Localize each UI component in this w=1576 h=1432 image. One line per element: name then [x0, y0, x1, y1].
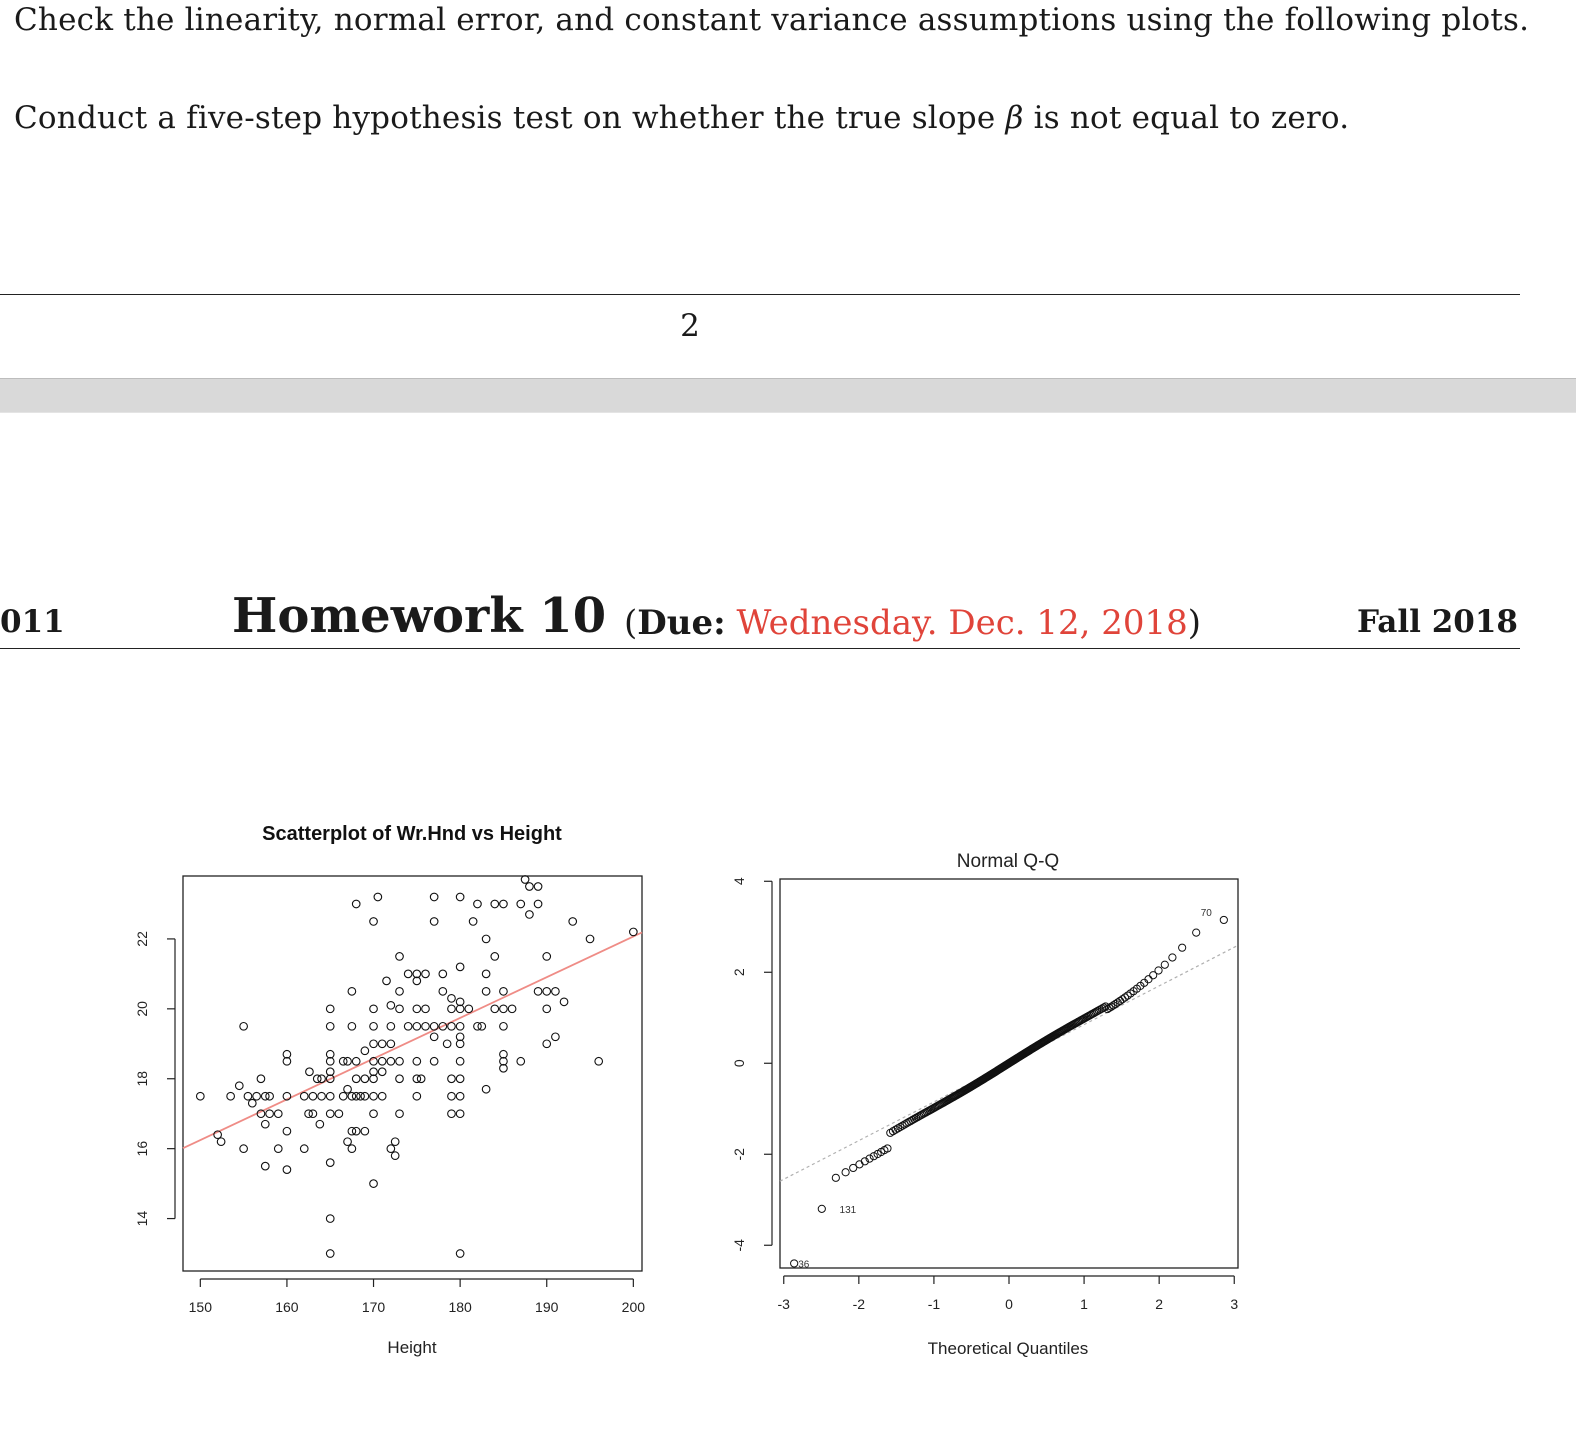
scatter-point — [482, 988, 490, 996]
qq-point — [832, 1174, 839, 1181]
scatter-point — [422, 970, 430, 978]
scatter-point — [283, 1166, 291, 1174]
scatter-point — [344, 1085, 352, 1093]
scatter-point — [456, 1057, 464, 1065]
scatter-point — [361, 1127, 369, 1135]
due-line — [624, 603, 1201, 643]
scatter-point — [456, 1250, 464, 1258]
qq-point — [818, 1205, 825, 1212]
scatter-point — [482, 970, 490, 978]
scatter-point — [378, 1092, 386, 1100]
scatter-point — [266, 1110, 274, 1118]
scatter-point — [240, 1023, 248, 1031]
scatter-point — [456, 1092, 464, 1100]
scatter-point — [448, 995, 456, 1003]
scatter-point — [526, 883, 534, 891]
scatterplot-x-tick-label: 150 — [188, 1299, 213, 1315]
due-label: Due: — [637, 603, 726, 643]
scatter-point — [404, 970, 412, 978]
scatter-point — [396, 953, 404, 961]
scatter-point — [552, 1033, 560, 1041]
qq-y-tick-label: -4 — [731, 1239, 747, 1252]
header-rule — [0, 648, 1520, 649]
scatter-point — [370, 918, 378, 926]
scatter-point — [430, 1033, 438, 1041]
scatter-point — [352, 1057, 360, 1065]
qq-x-tick-label: 3 — [1230, 1296, 1239, 1312]
scatter-point — [456, 1075, 464, 1083]
qq-y-tick-label: 0 — [731, 1059, 747, 1068]
scatter-point — [391, 1138, 399, 1146]
scatterplot-y-tick-label: 20 — [134, 1001, 150, 1017]
scatter-point — [448, 1092, 456, 1100]
scatter-point — [352, 1075, 360, 1083]
qq-x-tick-label: -3 — [777, 1296, 790, 1312]
due-close-paren: ) — [1187, 603, 1202, 643]
scatter-point — [586, 935, 594, 943]
scatter-point — [374, 893, 382, 901]
qq-point-label: 36 — [798, 1259, 810, 1271]
scatter-point — [630, 928, 638, 936]
scatter-point — [543, 1040, 551, 1048]
scatter-point — [396, 1075, 404, 1083]
qq-y-tick-label: 4 — [731, 877, 747, 886]
scatter-point — [413, 1057, 421, 1065]
scatter-point — [391, 1152, 399, 1160]
scatter-point — [387, 1040, 395, 1048]
scatter-point — [387, 1023, 395, 1031]
scatter-point — [448, 1023, 456, 1031]
scatter-point — [469, 918, 477, 926]
scatter-point — [217, 1138, 225, 1146]
qq-point — [1193, 929, 1200, 936]
scatter-point — [316, 1120, 324, 1128]
qq-x-tick-label: 2 — [1155, 1296, 1164, 1312]
scatterplot-x-axis — [189, 1279, 646, 1315]
scatter-point — [318, 1092, 326, 1100]
qq-plot-chart — [696, 851, 1238, 1432]
scatter-point — [309, 1092, 317, 1100]
scatter-point — [456, 1110, 464, 1118]
scatterplot-x-tick-label: 170 — [361, 1299, 386, 1315]
scatter-point — [326, 1092, 334, 1100]
scatter-point — [500, 988, 508, 996]
scatter-point — [491, 1005, 499, 1013]
qq-point — [1161, 961, 1168, 968]
qq-x-tick-label: -2 — [852, 1296, 866, 1312]
scatterplot-title: Scatterplot of Wr.Hnd vs Height — [262, 823, 562, 845]
due-open-paren: ( — [624, 603, 638, 643]
scatter-point — [244, 1092, 252, 1100]
scatterplot-points — [197, 876, 638, 1258]
scatter-point — [474, 900, 482, 908]
scatterplot-y-tick-label: 18 — [134, 1070, 150, 1087]
scatter-point — [197, 1092, 205, 1100]
scatter-point — [500, 1005, 508, 1013]
scatter-point — [348, 988, 356, 996]
scatter-point — [430, 918, 438, 926]
scatter-point — [517, 1057, 525, 1065]
scatter-point — [370, 1110, 378, 1118]
scatter-point — [240, 1145, 248, 1153]
scatter-point — [306, 1068, 314, 1076]
scatter-point — [283, 1127, 291, 1135]
scatter-point — [534, 988, 542, 996]
scatterplot-xlabel: Height — [387, 1338, 437, 1357]
scatter-point — [396, 1005, 404, 1013]
scatter-point — [465, 1005, 473, 1013]
scatter-point — [396, 1057, 404, 1065]
scatter-point — [482, 1085, 490, 1093]
scatter-point — [508, 1005, 516, 1013]
qq-point — [1155, 967, 1162, 974]
qq-title: Normal Q-Q — [956, 851, 1060, 872]
scatterplot-x-tick-label: 200 — [621, 1299, 646, 1315]
qq-point-label: 131 — [839, 1204, 857, 1216]
scatter-point — [378, 1068, 386, 1076]
scatter-point — [534, 900, 542, 908]
scatter-point — [300, 1145, 308, 1153]
scatter-point — [361, 1075, 369, 1083]
scatter-point — [456, 1023, 464, 1031]
scatter-point — [248, 1099, 256, 1107]
scatter-point — [500, 1023, 508, 1031]
scatter-point — [370, 1023, 378, 1031]
scatterplot-frame — [183, 876, 642, 1271]
scatter-point — [595, 1057, 603, 1065]
scatterplot-x-tick-label: 180 — [448, 1299, 472, 1315]
page-number: 2 — [680, 308, 700, 344]
scatter-point — [326, 1023, 334, 1031]
scatter-point — [482, 935, 490, 943]
scatter-point — [404, 1023, 412, 1031]
scatter-point — [396, 988, 404, 996]
qq-point — [1220, 916, 1227, 923]
scatter-point — [348, 1145, 356, 1153]
scatter-point — [339, 1092, 347, 1100]
instruction-hypothesis-test — [14, 100, 1349, 136]
qq-x-tick-label: 0 — [1005, 1296, 1013, 1312]
scatterplot-x-tick-label: 190 — [535, 1299, 559, 1315]
scatter-point — [534, 883, 542, 891]
scatter-point — [422, 1005, 430, 1013]
scatter-point — [274, 1145, 282, 1153]
qq-x-tick-label: 1 — [1080, 1296, 1088, 1312]
scatterplot-y-tick-label: 14 — [134, 1210, 150, 1227]
scatter-point — [396, 1110, 404, 1118]
scatter-point — [491, 953, 499, 961]
qq-y-axis — [731, 877, 772, 1251]
page-footer-rule — [0, 294, 1520, 295]
scatter-point — [378, 1040, 386, 1048]
regression-line — [183, 932, 642, 1148]
scatter-point — [300, 1092, 308, 1100]
scatterplot-y-axis — [134, 931, 175, 1226]
scatter-point — [335, 1110, 343, 1118]
scatterplot-y-tick-label: 22 — [134, 931, 150, 947]
scatter-point — [500, 900, 508, 908]
scatter-point — [352, 900, 360, 908]
scatter-point — [448, 1110, 456, 1118]
scatter-point — [443, 1040, 451, 1048]
scatter-point — [560, 998, 568, 1006]
scatter-point — [326, 1005, 334, 1013]
qq-y-tick-label: 2 — [731, 968, 747, 977]
instruction-text-before: Conduct a five-step hypothesis test on whether the true slope — [14, 100, 1006, 136]
scatter-point — [383, 977, 391, 985]
scatter-point — [413, 1005, 421, 1013]
scatter-point — [370, 1005, 378, 1013]
scatterplot-chart — [96, 823, 645, 1432]
page-separator — [0, 378, 1576, 413]
scatter-point — [361, 1047, 369, 1055]
scatter-point — [552, 988, 560, 996]
qq-point — [842, 1169, 849, 1176]
scatter-point — [430, 1023, 438, 1031]
scatter-point — [274, 1110, 282, 1118]
qq-point-label: 70 — [1200, 907, 1212, 919]
scatter-point — [370, 1092, 378, 1100]
scatter-point — [253, 1092, 261, 1100]
scatter-point — [569, 918, 577, 926]
scatter-point — [387, 1002, 395, 1010]
plots-figure — [0, 800, 1576, 1400]
scatter-point — [521, 876, 529, 884]
term-label: Fall 2018 — [1356, 604, 1518, 640]
scatter-point — [543, 988, 551, 996]
qq-point — [1169, 954, 1176, 961]
scatter-point — [430, 1057, 438, 1065]
instruction-text-after: is not equal to zero. — [1023, 100, 1350, 136]
scatter-point — [344, 1138, 352, 1146]
qq-x-axis — [778, 1276, 1239, 1312]
scatterplot-y-tick-label: 16 — [134, 1140, 150, 1157]
scatter-point — [227, 1092, 235, 1100]
scatter-point — [378, 1057, 386, 1065]
scatter-point — [456, 963, 464, 971]
scatter-point — [235, 1082, 243, 1090]
qq-y-tick-label: -2 — [731, 1148, 747, 1161]
scatter-point — [439, 970, 447, 978]
scatter-point — [257, 1075, 265, 1083]
scatter-point — [348, 1023, 356, 1031]
scatter-point — [261, 1120, 269, 1128]
scatter-point — [326, 1159, 334, 1167]
qq-point — [791, 1260, 798, 1267]
scatter-point — [543, 953, 551, 961]
qq-point-labels — [798, 908, 1212, 1271]
scatter-point — [413, 1092, 421, 1100]
scatter-point — [413, 1023, 421, 1031]
scatter-point — [543, 1005, 551, 1013]
due-date: Wednesday. Dec. 12, 2018 — [736, 603, 1188, 643]
scatter-point — [430, 893, 438, 901]
course-code: 011 — [0, 604, 65, 640]
scatter-point — [387, 1145, 395, 1153]
scatter-point — [370, 1180, 378, 1188]
beta-symbol: β — [1005, 100, 1024, 136]
scatter-point — [326, 1110, 334, 1118]
scatter-point — [387, 1057, 395, 1065]
scatter-point — [439, 988, 447, 996]
scatter-point — [370, 1040, 378, 1048]
instruction-linearity: Check the linearity, normal error, and constant variance assumptions using the following plots. — [14, 2, 1530, 38]
qq-xlabel: Theoretical Quantiles — [927, 1339, 1089, 1358]
scatter-point — [326, 1250, 334, 1258]
scatterplot-x-tick-label: 160 — [275, 1299, 299, 1315]
scatter-point — [422, 1023, 430, 1031]
qq-point — [1179, 944, 1186, 951]
scatter-point — [448, 1005, 456, 1013]
scatter-point — [491, 900, 499, 908]
scatter-point — [526, 911, 534, 919]
scatter-point — [456, 893, 464, 901]
scatter-point — [448, 1075, 456, 1083]
qq-point — [856, 1161, 863, 1168]
scatter-point — [326, 1215, 334, 1223]
qq-x-tick-label: -1 — [927, 1296, 941, 1312]
scatter-point — [261, 1162, 269, 1170]
scatter-point — [517, 900, 525, 908]
homework-title: Homework 10 — [232, 588, 607, 644]
